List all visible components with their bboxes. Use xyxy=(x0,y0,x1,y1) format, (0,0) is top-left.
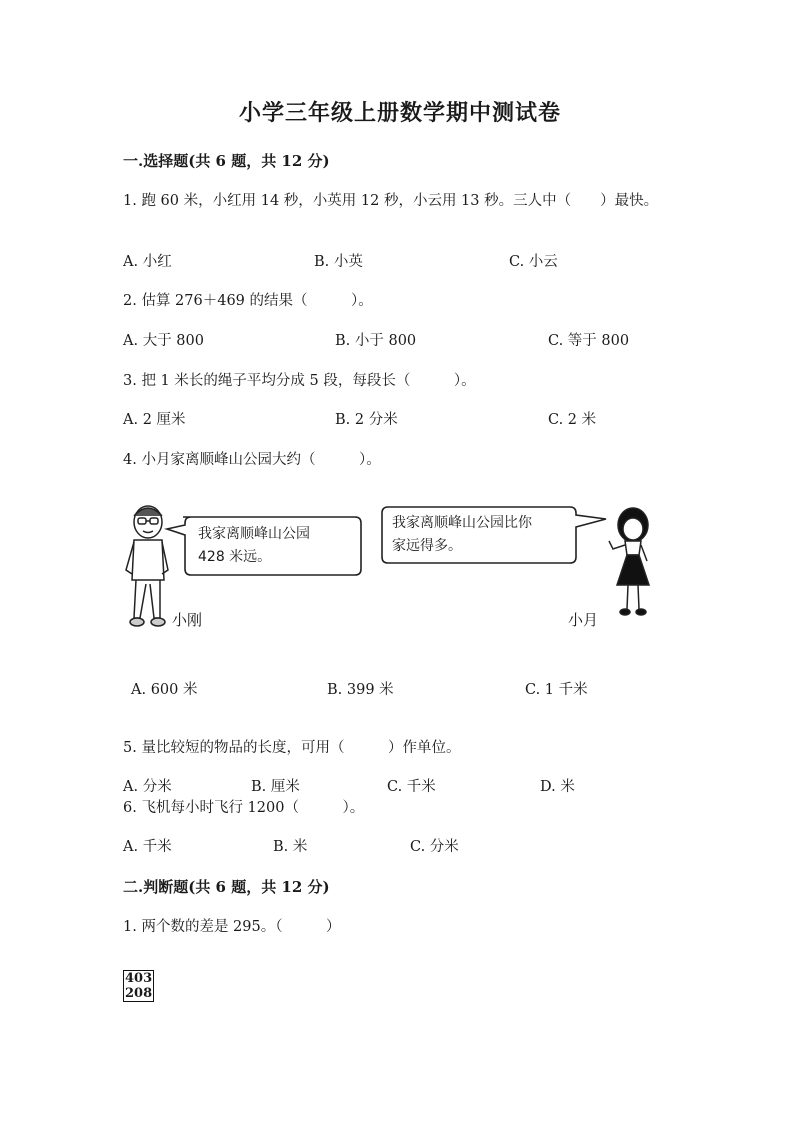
q6-option-b[interactable]: B. 米 xyxy=(273,839,308,855)
q1-option-a[interactable]: A. 小红 xyxy=(123,254,172,270)
q6-option-a[interactable]: A. 千米 xyxy=(123,839,172,855)
girl-figure-image xyxy=(605,505,660,620)
q3-option-b[interactable]: B. 2 分米 xyxy=(335,412,398,428)
q3-option-a[interactable]: A. 2 厘米 xyxy=(123,412,186,428)
q2-option-a[interactable]: A. 大于 800 xyxy=(123,333,204,349)
q5-option-d[interactable]: D. 米 xyxy=(540,779,575,795)
judgment-question-1: 1. 两个数的差是 295。（ ） xyxy=(123,919,341,935)
girl-speech-line-2: 家远得多。 xyxy=(392,538,462,554)
subtraction-numbers-box xyxy=(123,970,154,1002)
subtrahend-number: 208 xyxy=(125,986,153,1001)
question-4: 4. 小月家离顺峰山公园大约（ ）。 xyxy=(123,452,381,468)
minuend-number: 403 xyxy=(125,971,153,986)
question-3: 3. 把 1 米长的绳子平均分成 5 段，每段长（ ）。 xyxy=(123,373,476,389)
question-6: 6. 飞机每小时飞行 1200（ ）。 xyxy=(123,800,365,816)
q3-option-c[interactable]: C. 2 米 xyxy=(548,412,597,428)
boy-name-label: 小刚 xyxy=(172,611,203,629)
q4-option-b[interactable]: B. 399 米 xyxy=(327,682,394,698)
question-2: 2. 估算 276＋469 的结果（ ）。 xyxy=(123,293,373,309)
q5-option-b[interactable]: B. 厘米 xyxy=(251,779,300,795)
section-heading-judgment: 二.判断题(共 6 题，共 12 分) xyxy=(123,878,330,896)
q1-option-c[interactable]: C. 小云 xyxy=(509,254,558,270)
q4-option-c[interactable]: C. 1 千米 xyxy=(525,682,588,698)
q5-option-a[interactable]: A. 分米 xyxy=(123,779,172,795)
q4-option-a[interactable]: A. 600 米 xyxy=(131,682,198,698)
boy-speech-line-2: 428 米远。 xyxy=(198,549,272,565)
q6-option-c[interactable]: C. 分米 xyxy=(410,839,459,855)
q1-option-b[interactable]: B. 小英 xyxy=(314,254,363,270)
q5-option-c[interactable]: C. 千米 xyxy=(387,779,436,795)
q2-option-c[interactable]: C. 等于 800 xyxy=(548,333,630,349)
q2-option-b[interactable]: B. 小于 800 xyxy=(335,333,417,349)
page-title: 小学三年级上册数学期中测试卷 xyxy=(238,100,561,126)
question-5: 5. 量比较短的物品的长度，可用（ ）作单位。 xyxy=(123,740,461,756)
girl-speech-line-1: 我家离顺峰山公园比你 xyxy=(392,515,532,531)
boy-speech-line-1: 我家离顺峰山公园 xyxy=(198,526,310,542)
section-heading-choice: 一.选择题(共 6 题，共 12 分) xyxy=(123,152,330,170)
girl-name-label: 小月 xyxy=(568,611,599,629)
question-1: 1. 跑 60 米，小红用 14 秒，小英用 12 秒，小云用 13 秒。三人中（ ）最快。 xyxy=(123,193,659,209)
